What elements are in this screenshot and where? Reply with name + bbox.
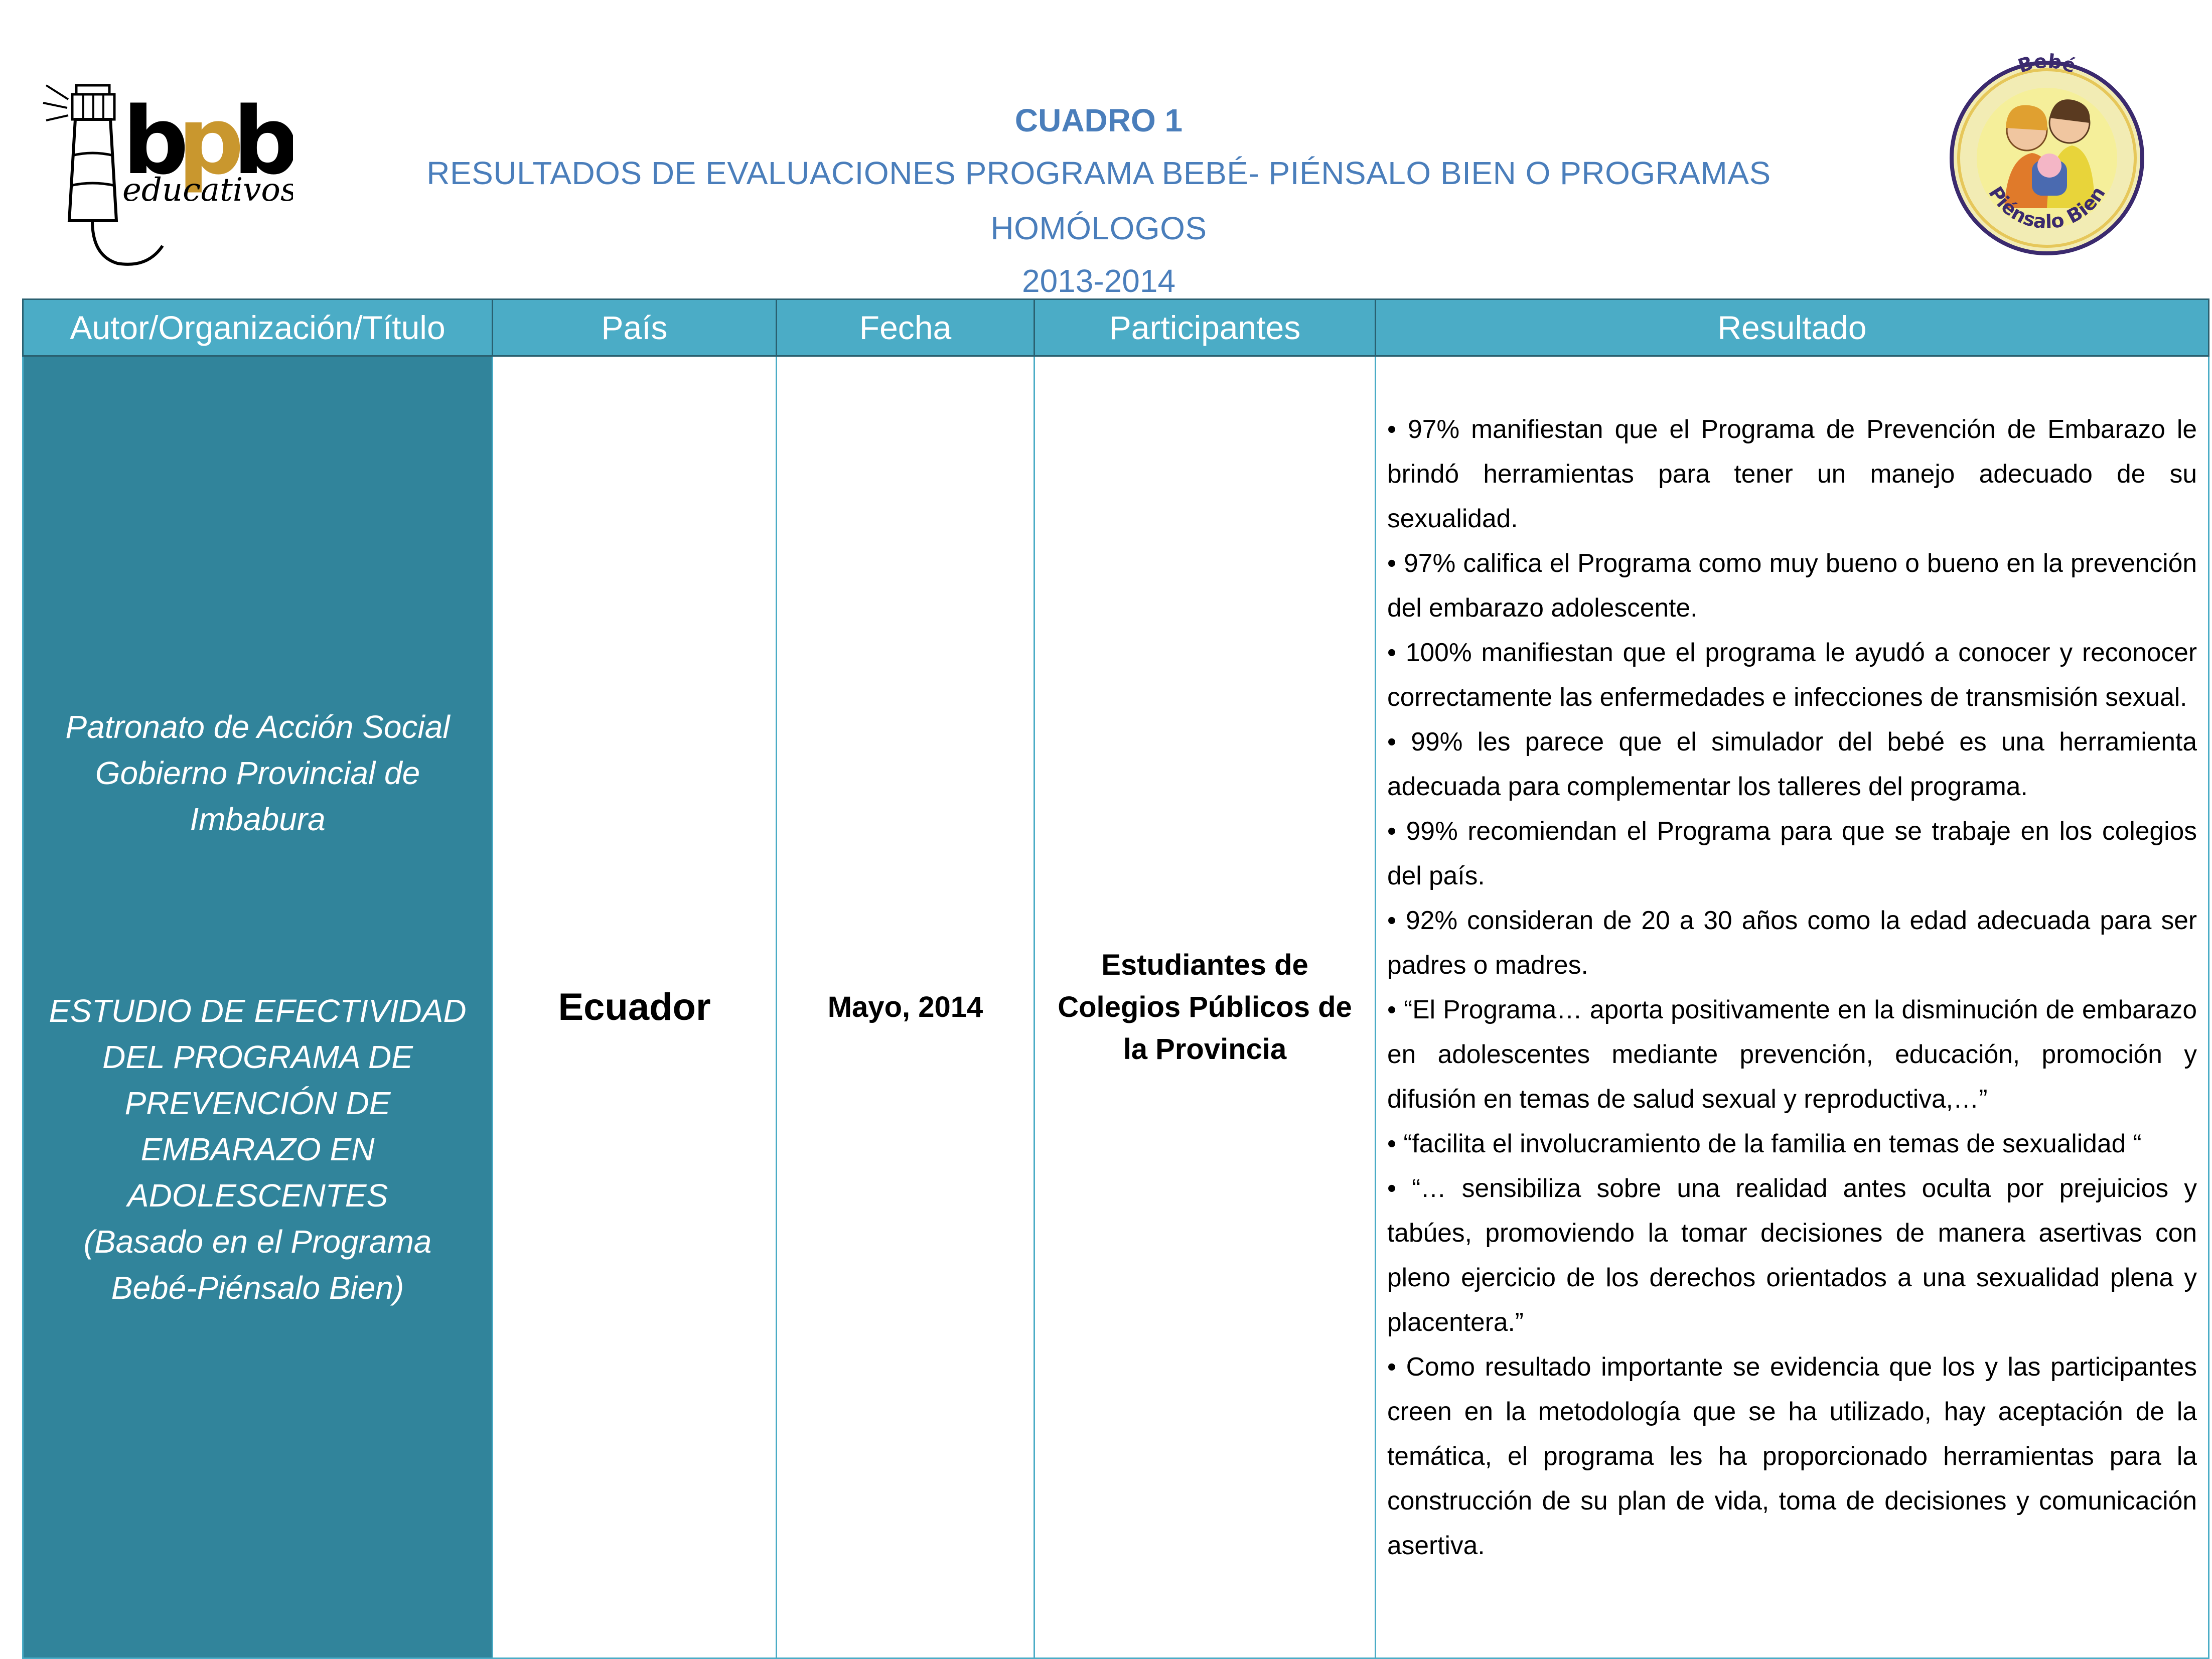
list-item: • 97% manifiestan que el Programa de Prevención de Embarazo le brindó herramientas para tener un manejo adecuado de su sexualidad.	[1387, 414, 2197, 533]
page-subtitle: RESULTADOS DE EVALUACIONES PROGRAMA BEBÉ- PIÉNSALO BIEN O PROGRAMAS HOMÓLOGOS	[426, 155, 1771, 246]
header-fecha: Fecha	[777, 299, 1035, 356]
brand-p: p	[178, 87, 244, 195]
list-item: • 92% consideran de 20 a 30 años como la edad adecuada para ser padres o madres.	[1387, 906, 2197, 979]
list-item: • “El Programa… aporta positivamente en la disminución de embarazo en adolescentes mediante prevención, educación, promoción y difusión en temas de salud sexual y reproductiva,…”	[1387, 995, 2197, 1113]
list-item: • 99% recomiendan el Programa para que se trabaje en los colegios del país.	[1387, 816, 2197, 890]
participantes-cell: Estudiantes de Colegios Públicos de la Provincia	[1035, 356, 1376, 1658]
header-participantes: Participantes	[1035, 299, 1376, 356]
results-list	[1387, 407, 2197, 1568]
brand-b2: b	[233, 87, 293, 195]
logo-bottom-text: Piénsalo Bien	[1984, 183, 2110, 233]
page-title: CUADRO 1	[1014, 102, 1183, 138]
table-header-row	[23, 299, 2209, 356]
autor-cell	[23, 356, 493, 1658]
family-icon	[1947, 43, 2147, 263]
resultado-cell	[1376, 356, 2209, 1658]
table-row	[23, 356, 2209, 1658]
bebe-piensalo-bien-logo	[1947, 43, 2147, 263]
brand-b1: b	[122, 87, 189, 195]
header-pais: País	[493, 299, 777, 356]
pais-cell: Ecuador	[493, 356, 777, 1658]
brand-tagline: educativos	[122, 172, 293, 209]
list-item: • 100% manifiestan que el programa le ayudó a conocer y reconocer correctamente las enfermedades e infecciones de transmisión sexual.	[1387, 638, 2197, 711]
list-item: • 97% califica el Programa como muy bueno o bueno en la prevención del embarazo adolescente.	[1387, 548, 2197, 622]
autor-organization: Patronato de Acción Social Gobierno Provincial de Imbabura	[65, 708, 450, 837]
fecha-cell: Mayo, 2014	[777, 356, 1035, 1658]
logo-top-text: Bebé	[2015, 50, 2079, 77]
list-item: • Como resultado importante se evidencia que los y las participantes creen en la metodología que se ha utilizado, hay aceptación de la temática, el programa les ha proporcionado herramientas para la construcción de su plan de vida, toma de decisiones y comunicación asertiva.	[1387, 1352, 2197, 1560]
results-table	[22, 298, 2209, 1659]
list-item: • 99% les parece que el simulador del bebé es una herramienta adecuada para complementar los talleres del programa.	[1387, 727, 2197, 801]
document-header	[321, 95, 1876, 306]
lighthouse-icon	[32, 65, 293, 271]
bpb-logo	[32, 65, 293, 271]
autor-study-title: ESTUDIO DE EFECTIVIDAD DEL PROGRAMA DE PREVENCIÓN DE EMBARAZO EN ADOLESCENTES	[49, 992, 467, 1214]
list-item: • “… sensibiliza sobre una realidad antes oculta por prejuicios y tabúes, promoviendo la tomar decisiones de manera asertivas con pleno ejercicio de los derechos orientados a una sexualidad plena y placentera.”	[1387, 1173, 2197, 1336]
page-years: 2013-2014	[1021, 263, 1176, 299]
autor-note: (Basado en el Programa Bebé-Piénsalo Bien)	[83, 1223, 432, 1306]
list-item: • “facilita el involucramiento de la familia en temas de sexualidad “	[1387, 1129, 2142, 1158]
header-autor: Autor/Organización/Título	[23, 299, 493, 356]
header-resultado: Resultado	[1376, 299, 2209, 356]
